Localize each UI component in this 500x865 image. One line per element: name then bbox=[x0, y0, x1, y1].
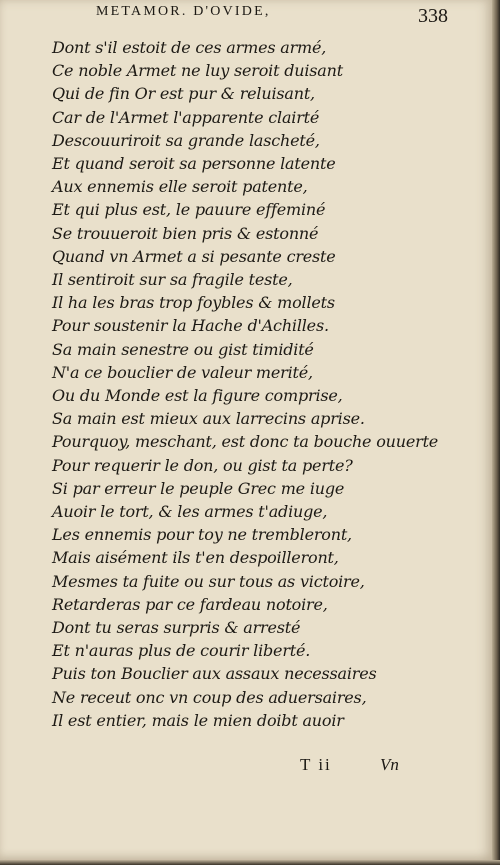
verse-line: Pour requerir le don, ou gist ta perte? bbox=[52, 455, 353, 475]
verse-line: Il est entier, mais le mien doibt auoir bbox=[52, 710, 344, 730]
verse-line: N'a ce bouclier de valeur merité, bbox=[52, 362, 313, 382]
verse-line: Quand vn Armet a si pesante creste bbox=[52, 246, 336, 266]
verse-line: Sa main senestre ou gist timidité bbox=[52, 339, 314, 359]
verse-line: Sa main est mieux aux larrecins aprise. bbox=[52, 409, 365, 429]
verse-line: Et qui plus est, le pauure effeminé bbox=[52, 200, 326, 220]
verse-line: Dont tu seras surpris & arresté bbox=[52, 618, 301, 637]
verse-line: Et n'auras plus de courir liberté. bbox=[52, 641, 311, 661]
verse-line: Ce noble Armet ne luy seroit duisant bbox=[52, 61, 343, 81]
verse-line: Dont s'il estoit de ces armes armé, bbox=[52, 38, 327, 57]
verse-line: Et quand seroit sa personne latente bbox=[52, 154, 336, 173]
verse-line: Aux ennemis elle seroit patente, bbox=[52, 177, 308, 197]
verse-line: Il sentiroit sur sa fragile teste, bbox=[52, 270, 293, 289]
signature-mark: T ii bbox=[300, 755, 332, 774]
catchword: Vn bbox=[380, 755, 399, 774]
verse-line: Puis ton Bouclier aux assaux necessaires bbox=[52, 664, 377, 684]
verse-line: Retarderas par ce fardeau notoire, bbox=[52, 594, 328, 614]
verse-line: Il ha les bras trop foybles & mollets bbox=[52, 293, 335, 313]
verse-line: Se trouueroit bien pris & estonné bbox=[52, 223, 319, 243]
verse-line: Ou du Monde est la figure comprise, bbox=[52, 386, 343, 405]
verse-line: Ne receut onc vn coup des aduersaires, bbox=[52, 687, 367, 707]
verse-line: Si par erreur le peuple Grec me iuge bbox=[52, 478, 345, 498]
verse-line: Mesmes ta fuite ou sur tous as victoire, bbox=[52, 571, 365, 591]
page-number: 338 bbox=[418, 5, 448, 27]
verse-line: Descouuriroit sa grande lascheté, bbox=[52, 130, 320, 150]
running-title: METAMOR. D'OVIDE, bbox=[96, 4, 271, 19]
verse-line: Pourquoy, meschant, est donc ta bouche ouuerte bbox=[52, 432, 439, 452]
verse-line: Les ennemis pour toy ne trembleront, bbox=[52, 525, 352, 545]
verse-line: Mais aisément ils t'en despoilleront, bbox=[52, 548, 339, 568]
verse-line: Auoir le tort, & les armes t'adiuge, bbox=[52, 502, 328, 521]
verse-line: Qui de fin Or est pur & reluisant, bbox=[52, 84, 315, 104]
verse-line: Pour soustenir la Hache d'Achilles. bbox=[52, 316, 329, 336]
verse-line: Car de l'Armet l'apparente clairté bbox=[52, 107, 320, 127]
page-edge-shadow bbox=[492, 0, 500, 865]
page-bottom-edge bbox=[0, 860, 500, 865]
